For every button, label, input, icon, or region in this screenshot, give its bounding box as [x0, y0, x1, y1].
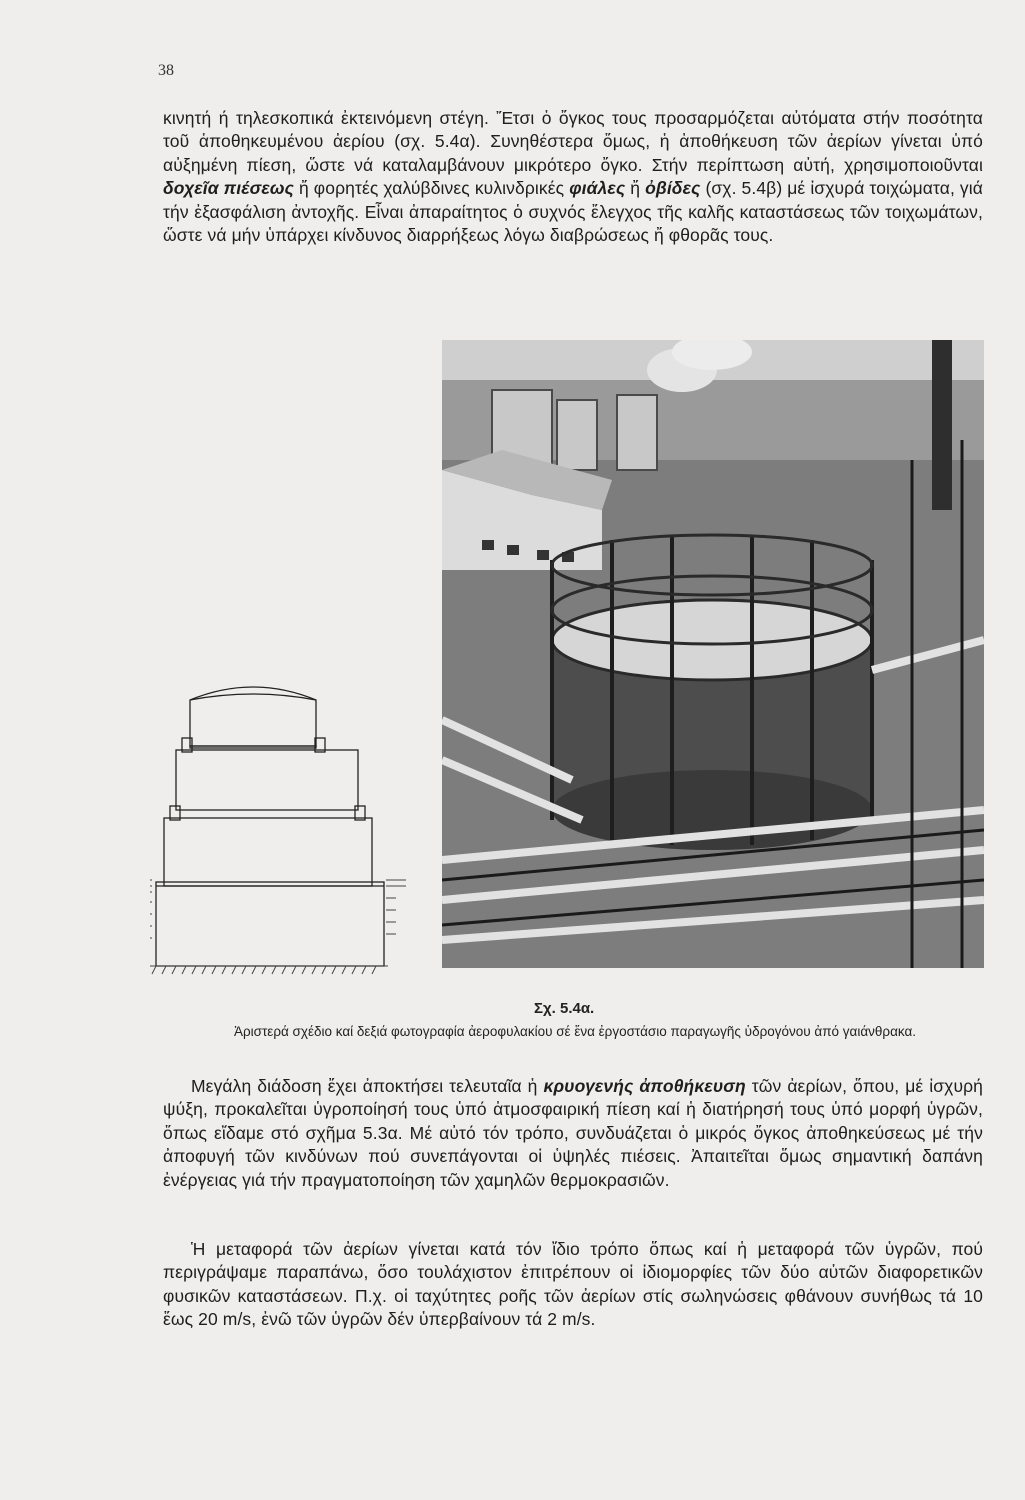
paragraph-gas-storage — [163, 107, 983, 247]
figure-caption — [160, 1022, 990, 1041]
figure-label: Σχ. 5.4α. — [534, 1000, 595, 1017]
text-run: (σχ. 5.4β) μέ ἰσχυρά τοιχώματα, γιά τήν ἐξασφάλιση ἀντοχῆς. Εἶναι ἀπαραίτητος ὁ συχνός ἔλεγχος τῆς καλῆς καταστάσεως τῶν τοιχωμάτων, ὥστε νά μήν ὑπάρχει κίνδυνος διαρρήξεως λόγω διαβρώσεως ἤ φθορᾶς τους. — [163, 178, 983, 246]
text-run: ἤ — [625, 178, 646, 199]
term-shells: ὀβίδες — [645, 178, 701, 199]
term-cryogenic-storage: κρυογενής ἀποθήκευση — [543, 1076, 746, 1096]
page-number: 38 — [158, 62, 174, 79]
gasholder-sketch — [150, 660, 442, 980]
text-run: τῶν ἀερίων, ὅπου, μέ ἰσχυρή ψύξη, προκαλεῖται ὑγροποίησή τους ὑπό ἀτμοσφαιρική πίεση καί ἡ διατήρησή τους ὑπό μορφή ὑγρῶν, ὅπως εἴδαμε στό σχῆμα 5.3α. Μέ αὐτό τόν τρόπο, συνδυάζεται ὁ μικρός ὄγκος ἀποθηκεύσεως μέ τήν ἀποφυγή τῶν κινδύνων πού συνεπάγονται οἱ ὑψηλές πιέσεις. Ἀπαιτεῖται ὅμως σημαντική δαπάνη ἐνέργειας γιά τήν πραγματοποίηση τῶν χαμηλῶν θερμοκρασιῶν. — [163, 1076, 984, 1190]
text-run: Μεγάλη διάδοση ἔχει ἀποκτήσει τελευταῖα ἡ — [191, 1076, 544, 1096]
paragraph-cryogenic — [163, 1075, 983, 1192]
text-run: κινητή ή τηλεσκοπικά ἐκτεινόμενη στέγη. Ἔτσι ὁ ὄγκος τους προσαρμόζεται αὐτόματα στήν ποσότητα τοῦ ἀποθηκευμένου ἀερίου (σχ. 5.4α). Συνηθέστερα ὅμως, ἡ ἀποθήκευση τῶν ἀερίων γίνεται ὑπό αὐξημένη πίεση, ὥστε νά καταλαμβάνουν μικρότερο ὄγκο. Στήν περίπτωση αὐτή, χρησιμοποιοῦνται — [163, 108, 983, 175]
caption-text: Ἀριστερά σχέδιο καί δεξιά φωτογραφία ἀεροφυλακίου σέ ἕνα ἐργοστάσιο παραγωγῆς ὑδρογόνου ἀπό γαιάνθρακα. — [233, 1024, 917, 1039]
gasholder-photo — [442, 340, 984, 968]
term-cylinders: φιάλες — [569, 178, 626, 199]
paragraph-gas-transport: Ἡ μεταφορά τῶν ἀερίων γίνεται κατά τόν ἴδιο τρόπο ὅπως καί ἡ μεταφορά τῶν ὑγρῶν, πού περιγράψαμε παραπάνω, ὅσο τουλάχιστον ἐπιτρέπουν οἱ ἰδιομορφίες τῶν δύο αὐτῶν διαφορετικῶν φυσικῶν καταστάσεων. Π.χ. οἱ ταχύτητες ροῆς τῶν ἀερίων στίς σωληνώσεις φθάνουν συνήθως τά 10 ἕως 20 m/s, ἐνῶ τῶν ὑγρῶν δέν ὑπερβαίνουν τά 2 m/s. — [163, 1239, 983, 1330]
term-pressure-vessels: δοχεῖα πιέσεως — [163, 178, 294, 199]
text-run: ἤ φορητές χαλύβδινες κυλινδρικές — [293, 178, 570, 199]
